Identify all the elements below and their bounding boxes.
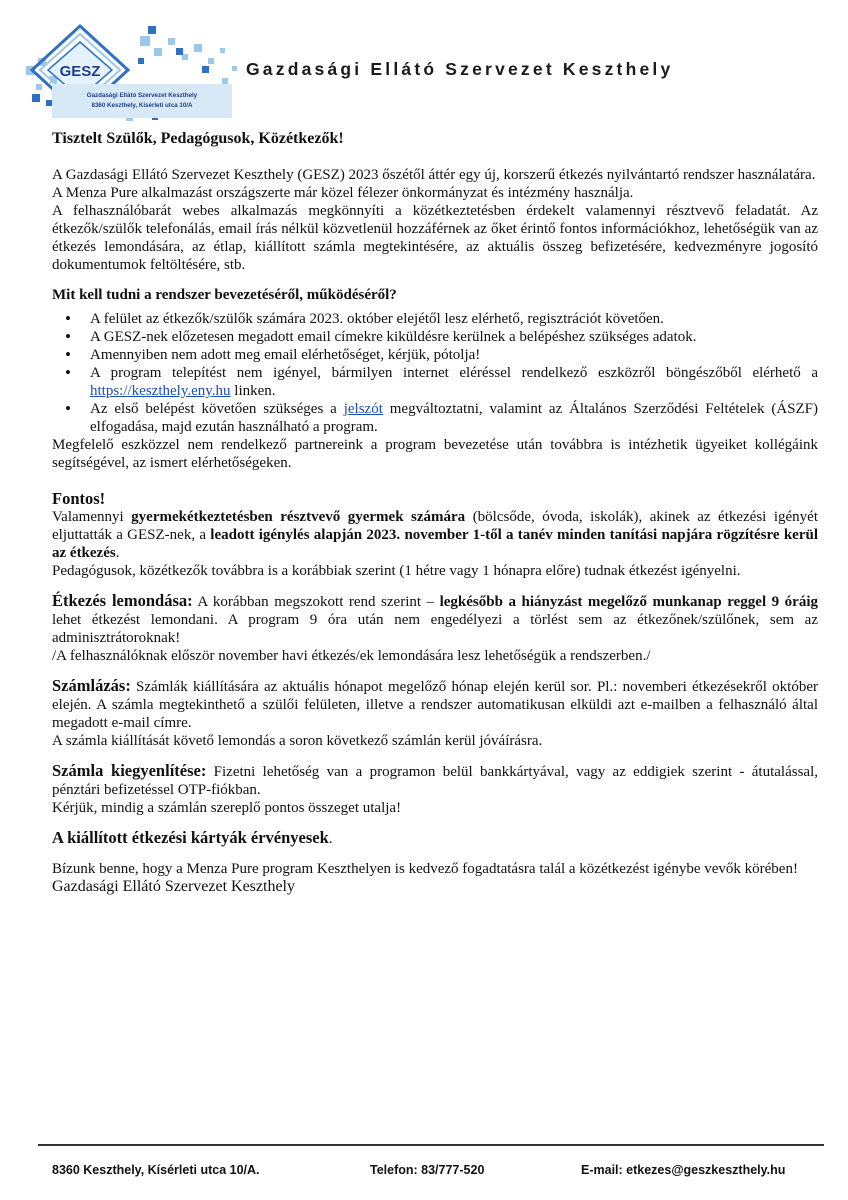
partners-paragraph: Megfelelő eszközzel nem rendelkező partnereink a program bevezetése után továbbra is intézhetik ügyeiket kollégáink segítségével, az ismert elérhetőségeken. [52, 437, 818, 471]
billing-note: A számla kiállítását követő lemondás a soron következő számlán kerül jóváírásra. [52, 733, 543, 749]
bullet-item [90, 364, 818, 400]
important-paragraph: Valamennyi gyermekétkeztetésben résztvevő gyermek számára (bölcsőde, óvoda, iskolák), akinek az étkezési igényét eljuttatták a GESZ-nek, a leadott igénylés alapján 2023. november 1-től a tanév minden tanítási napjára rögzítésre kerül az étkezés. [52, 509, 818, 561]
letter-greeting: Tisztelt Szülők, Pedagógusok, Közétkezők! [52, 130, 344, 147]
letter-body [52, 126, 818, 896]
billing-paragraph: Számlázás: Számlák kiállítására az aktuális hónapot megelőző hónap elején kerül sor. Pl.: novemberi étkezésekről október elején. A számla megtekinthető a szülői felületen, illetve a rendszer automatikusan elküldi azt e-mailben a felhasználó által megadott e-mail címre. [52, 676, 818, 731]
payment-heading: Számla kiegyenlítése: [52, 761, 207, 780]
payment-paragraph: Számla kiegyenlítése: Fizetni lehetőség van a programon belül bankkártyával, vagy az eddigiek szerint - átutalással, pénztári befizetéssel OTP-fiókban. [52, 761, 819, 798]
footer-phone: Telefon: 83/777-520 [370, 1163, 485, 1177]
closing-paragraph: Bízunk benne, hogy a Menza Pure program Keszthelyen is kedvező fogadtatásra talál a közétkezést igénybe vevők körében! [52, 861, 798, 877]
bullet-item [90, 400, 818, 436]
cancel-heading: Étkezés lemondása: [52, 591, 193, 610]
signature: Gazdasági Ellátó Szervezet Keszthely [52, 878, 295, 895]
bullet-text: Az első belépést követően szükséges a [90, 401, 344, 417]
logo-text: GESZ [59, 63, 101, 80]
cards-valid-line: A kiállított étkezési kártyák érvényesek. [52, 828, 333, 847]
bullet-text: megváltoztatni, valamint az Általános Szerződési Feltételek (ÁSZF) elfogadása, majd ezután használható a program. [90, 401, 818, 435]
payment-note: Kérjük, mindig a számlán szereplő pontos összeget utalja! [52, 800, 402, 816]
bullet-text: A program telepítést nem igényel, bármilyen internet eléréssel rendelkező eszközről böngészőből elérhető a [90, 365, 818, 381]
logo-subtitle-2: 8360 Keszthely, Kísérleti utca 10/A [91, 102, 193, 109]
password-link[interactable]: jelszót [343, 401, 383, 417]
bullet-text: Amennyiben nem adott meg email elérhetőséget, kérjük, pótolja! [90, 347, 481, 363]
footer-email: E-mail: etkezes@geszkeszthely.hu [581, 1163, 786, 1177]
intro-paragraph-1: A Gazdasági Ellátó Szervezet Keszthely (GESZ) 2023 őszétől áttér egy új, korszerű étkezés nyilvántartó rendszer használatára. [52, 167, 816, 183]
logo-subtitle-1: Gazdasági Ellátó Szervezet Keszthely [86, 92, 198, 99]
website-link[interactable]: https://keszthely.eny.hu [90, 383, 231, 399]
intro-paragraph-2: A Menza Pure alkalmazást országszerte már közel félezer önkormányzat és intézmény használja. [52, 185, 634, 201]
bullet-text: linken. [230, 383, 276, 399]
footer-divider [38, 1144, 824, 1146]
bullet-item [90, 310, 818, 328]
important-heading: Fontos! [52, 489, 106, 508]
bullet-text: A GESZ-nek előzetesen megadott email címekre kiküldésre kerülnek a belépéshez szükséges adatok. [90, 329, 697, 345]
gesz-logo [22, 18, 244, 126]
info-bullet-list [52, 310, 818, 436]
bullet-text: A felület az étkezők/szülők számára 2023. október elejétől lesz elérhető, regisztrációt követően. [90, 311, 664, 327]
question-heading: Mit kell tudni a rendszer bevezetéséről, működéséről? [52, 287, 397, 303]
bullet-item [90, 346, 818, 364]
footer-address: 8360 Keszthely, Kísérleti utca 10/A. [52, 1163, 260, 1177]
organization-title: Gazdasági Ellátó Szervezet Keszthely [246, 59, 674, 79]
intro-paragraph-3: A felhasználóbarát webes alkalmazás megkönnyíti a közétkeztetésben érdekelt valamennyi résztvevő feladatát. Az étkezők/szülők telefonálás, email írás nélkül közvetlenül hozzáférnek az őket érintő fontos információkhoz, lehetőségük van az étkezés lemondására, az étlap, kiállított számla megtekintésére, az aktuális összeg befizetésére, kedvezményre jogosító dokumentumok feltöltésére, stb. [52, 203, 818, 273]
cancel-note: /A felhasználóknak először november havi étkezés/ek lemondására lesz lehetőségük a rendszerben./ [52, 648, 651, 664]
bullet-item [90, 328, 818, 346]
teachers-paragraph: Pedagógusok, közétkezők továbbra is a korábbiak szerint (1 hétre vagy 1 hónapra előre) tudnak étkezést igényelni. [52, 563, 741, 579]
cancel-paragraph: Étkezés lemondása: A korábban megszokott rend szerint – legkésőbb a hiányzást megelőző munkanap reggel 9 óráig lehet étkezést lemondani. A program 9 óra után nem engedélyezi a törlést sem az étkezőnek/szülőnek, sem az adminisztrátoroknak! [52, 591, 818, 646]
billing-heading: Számlázás: [52, 676, 131, 695]
